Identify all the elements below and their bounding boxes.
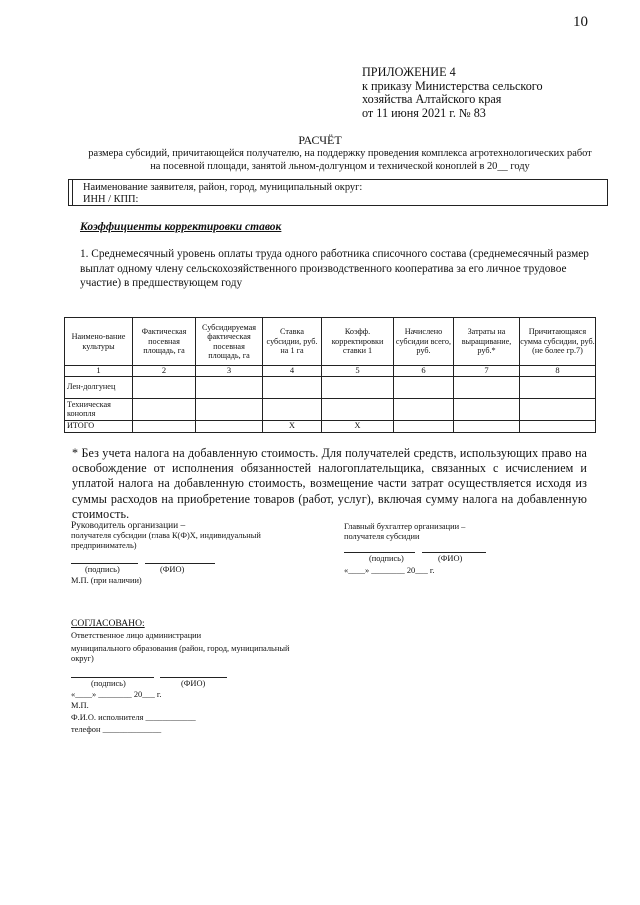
header-cell: Субсидируемая фактическая посевная площадь, га [196, 318, 263, 366]
header-cell: Начислено субсидии всего, руб. [394, 318, 454, 366]
header-cell: Коэфф. корректировки ставки 1 [322, 318, 394, 366]
agreed-fio-line[interactable] [160, 677, 227, 678]
agreed-sign-label: (подпись) [91, 679, 126, 688]
applicant-box [68, 179, 608, 206]
table-cell[interactable] [394, 398, 454, 420]
executor-name[interactable]: Ф.И.О. исполнителя ____________ [71, 713, 196, 722]
table-cell[interactable] [133, 420, 196, 432]
column-number: 3 [196, 366, 263, 377]
table-cell[interactable] [263, 376, 322, 398]
row-label-flax: Лен-долгунец [65, 376, 133, 398]
appendix-line-3: хозяйства Алтайского края [362, 92, 502, 106]
column-number: 4 [263, 366, 322, 377]
header-cell: Фактическая посевная площадь, га [133, 318, 196, 366]
table-row [65, 376, 596, 398]
accountant-date[interactable]: «____» ________ 20___ г. [344, 566, 435, 575]
head-line-3: предприниматель) [71, 541, 137, 550]
agreed-fio-label: (ФИО) [181, 679, 206, 688]
paragraph-1: 1. Среднемесячный уровень оплаты труда одного работника списочного состава (среднемесячный размер выплат одному члену сельскохозяйственного производственного кооператива за его личное трудовое участие) в предшествующем году [80, 248, 589, 289]
accountant-sign-label: (подпись) [369, 554, 404, 563]
head-signature-block [71, 521, 331, 551]
agreed-date[interactable]: «____» ________ 20___ г. [71, 690, 162, 699]
row-label-total: ИТОГО [65, 420, 133, 432]
coefficients-heading: Коэффициенты корректировки ставок [80, 221, 282, 233]
document-title: РАСЧЁТ [298, 133, 342, 147]
applicant-inn-line: ИНН / КПП: [83, 193, 139, 205]
subsidy-table [64, 317, 596, 433]
appendix-block [362, 66, 602, 120]
accountant-fio-line[interactable] [422, 552, 486, 553]
accountant-line-1: Главный бухгалтер организации – [344, 522, 466, 531]
table-header-row [65, 318, 596, 366]
table-cell[interactable] [394, 420, 454, 432]
agreed-mp: М.П. [71, 701, 89, 710]
x-mark: Х [322, 420, 394, 432]
table-cell[interactable] [520, 398, 596, 420]
head-line-1: Руководитель организации – [71, 521, 186, 531]
appendix-line-2: к приказу Министерства сельского [362, 78, 543, 93]
column-number: 6 [394, 366, 454, 377]
accountant-line-2: получателя субсидии [344, 532, 420, 541]
header-cell: Ставка субсидии, руб. на 1 га [263, 318, 322, 366]
table-row [65, 398, 596, 420]
column-number: 7 [454, 366, 520, 377]
table-cell[interactable] [196, 420, 263, 432]
table-cell[interactable] [394, 376, 454, 398]
subtitle-line-1: размера субсидий, причитающейся получателю, на поддержку проведения комплекса агротехнологических работ [88, 148, 592, 159]
table-cell[interactable] [196, 398, 263, 420]
table-total-row [65, 420, 596, 432]
head-line-2: получателя субсидии (глава К(Ф)Х, индивидуальный [71, 531, 261, 540]
agreed-block [71, 631, 371, 664]
table-cell[interactable] [263, 398, 322, 420]
accountant-fio-label: (ФИО) [438, 554, 463, 563]
table-number-row [65, 366, 596, 377]
x-mark: Х [263, 420, 322, 432]
head-fio-label: (ФИО) [160, 565, 185, 574]
column-number: 2 [133, 366, 196, 377]
agreed-line-2: муниципального образования (район, город, муниципальный [71, 644, 290, 653]
page-number: 10 [573, 14, 588, 30]
table-cell[interactable] [196, 376, 263, 398]
agreed-heading: СОГЛАСОВАНО: [71, 618, 145, 629]
appendix-line-4: от 11 июня 2021 г. № 83 [362, 105, 486, 120]
table-cell[interactable] [520, 376, 596, 398]
table-cell[interactable] [322, 376, 394, 398]
row-label-hemp: Техническая конопля [65, 398, 133, 420]
table-cell[interactable] [520, 420, 596, 432]
document-subtitle [40, 148, 640, 173]
agreed-sign-line[interactable] [71, 677, 154, 678]
agreed-line-3: округ) [71, 654, 94, 663]
table-cell[interactable] [322, 398, 394, 420]
head-sign-label: (подпись) [85, 565, 120, 574]
table-cell[interactable] [133, 398, 196, 420]
column-number: 1 [65, 366, 133, 377]
accountant-signature-block [344, 522, 604, 542]
header-cell: Наимено-вание культуры [65, 318, 133, 366]
accountant-sign-line[interactable] [344, 552, 415, 553]
table-cell[interactable] [454, 376, 520, 398]
head-sign-line[interactable] [71, 563, 138, 564]
column-number: 8 [520, 366, 596, 377]
executor-phone[interactable]: телефон ______________ [71, 725, 162, 734]
table-cell[interactable] [454, 420, 520, 432]
table-cell[interactable] [454, 398, 520, 420]
head-mp-label: М.П. (при наличии) [71, 576, 142, 585]
subtitle-line-2: на посевной площади, занятой льном-долгунцом и технической коноплей в 20__ году [150, 160, 530, 172]
header-cell: Причитающаяся сумма субсидии, руб. (не более гр.7) [520, 318, 596, 366]
table-cell[interactable] [133, 376, 196, 398]
header-cell: Затраты на выращивание, руб.* [454, 318, 520, 366]
applicant-box-divider [68, 179, 73, 206]
head-fio-line[interactable] [145, 563, 215, 564]
agreed-line-1: Ответственное лицо администрации [71, 631, 202, 640]
appendix-line-1: ПРИЛОЖЕНИЕ 4 [362, 65, 456, 79]
column-number: 5 [322, 366, 394, 377]
footnote: * Без учета налога на добавленную стоимость. Для получателей средств, использующих право на освобождение от исполнения обязанностей налогоплательщика, связанных с исчислением и уплатой налога на добавленную стоимость, возмещение части затрат осуществляется исходя из суммы расходов на приобретение товаров (работ, услуг), включая сумму налога на добавленную стоимость. [72, 446, 587, 521]
applicant-name-line: Наименование заявителя, район, город, муниципальный округ: [83, 182, 363, 193]
